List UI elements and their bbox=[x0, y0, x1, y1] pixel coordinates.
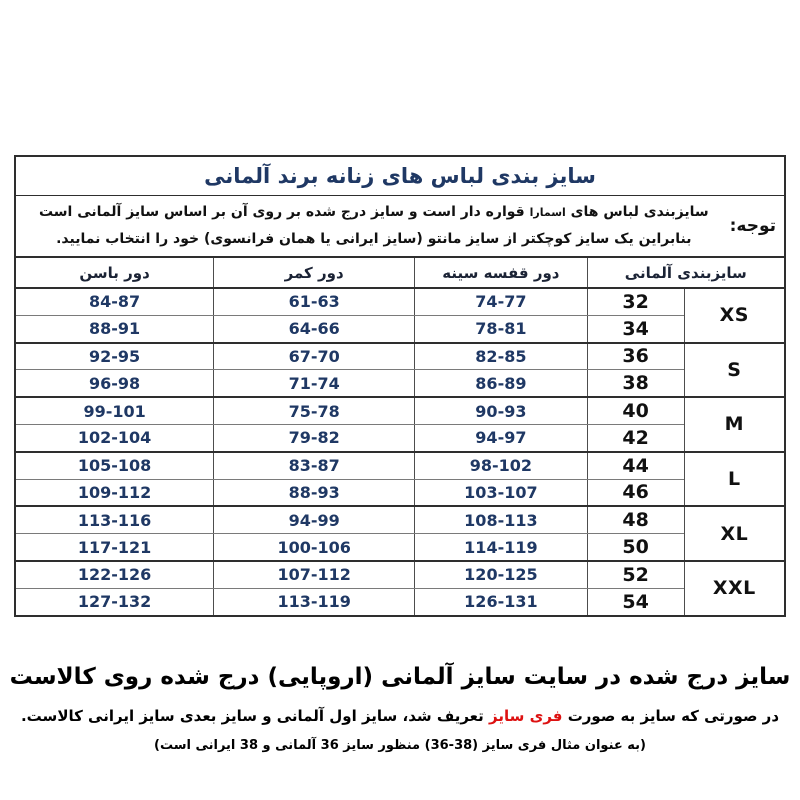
footer-free-size-line bbox=[0, 707, 800, 725]
german-size-number: 40 bbox=[587, 397, 684, 424]
note-line-1 bbox=[22, 199, 726, 226]
chest-range: 90-93 bbox=[415, 397, 587, 424]
table-title: سایز بندی لباس های زنانه برند آلمانی bbox=[15, 156, 785, 195]
note-line-2: بنابراین یک سایز کوچکتر از سایز مانتو (سایز ایرانی یا همان فرانسوی) خود را انتخاب نمایید. bbox=[56, 230, 692, 247]
note-line1-text-b: قواره دار است و سایز درج شده بر روی آن بر اساس سایز آلمانی است bbox=[38, 204, 530, 221]
german-size-number: 50 bbox=[587, 534, 684, 561]
table-title-row bbox=[15, 156, 785, 195]
german-size-number: 32 bbox=[587, 288, 684, 315]
chest-range: 86-89 bbox=[415, 370, 587, 397]
waist-range: 100-106 bbox=[214, 534, 415, 561]
size-letter: L bbox=[684, 452, 785, 507]
brand-name: اسمارا bbox=[529, 206, 566, 220]
waist-range: 113-119 bbox=[214, 588, 415, 615]
hip-range: 88-91 bbox=[15, 315, 214, 342]
german-size-number: 46 bbox=[587, 479, 684, 506]
size-letter: XS bbox=[684, 288, 785, 343]
chest-range: 114-119 bbox=[415, 534, 587, 561]
size-row bbox=[15, 588, 785, 615]
col-header-hip: دور باسن bbox=[15, 257, 214, 288]
hip-range: 122-126 bbox=[15, 561, 214, 588]
footer-line2-text-b: تعریف شد، سایز اول آلمانی و سایز بعدی سایز ایرانی کالاست. bbox=[20, 707, 490, 725]
waist-range: 79-82 bbox=[214, 424, 415, 451]
col-header-german-size: سایزبندی آلمانی bbox=[587, 257, 785, 288]
chest-range: 98-102 bbox=[415, 452, 587, 479]
note-label: توجه: bbox=[729, 215, 776, 236]
note-row bbox=[15, 195, 785, 257]
column-header-row bbox=[15, 257, 785, 288]
chest-range: 120-125 bbox=[415, 561, 587, 588]
waist-range: 64-66 bbox=[214, 315, 415, 342]
size-row bbox=[15, 315, 785, 342]
hip-range: 92-95 bbox=[15, 343, 214, 370]
german-size-number: 38 bbox=[587, 370, 684, 397]
waist-range: 61-63 bbox=[214, 288, 415, 315]
size-row bbox=[15, 397, 785, 424]
chest-range: 74-77 bbox=[415, 288, 587, 315]
hip-range: 99-101 bbox=[15, 397, 214, 424]
note bbox=[22, 199, 778, 252]
chest-range: 108-113 bbox=[415, 506, 587, 533]
german-size-number: 36 bbox=[587, 343, 684, 370]
size-row bbox=[15, 370, 785, 397]
hip-range: 117-121 bbox=[15, 534, 214, 561]
waist-range: 71-74 bbox=[214, 370, 415, 397]
chest-range: 103-107 bbox=[415, 479, 587, 506]
note-text bbox=[22, 199, 726, 252]
hip-range: 109-112 bbox=[15, 479, 214, 506]
size-row bbox=[15, 343, 785, 370]
hip-range: 105-108 bbox=[15, 452, 214, 479]
col-header-waist: دور کمر bbox=[214, 257, 415, 288]
hip-range: 113-116 bbox=[15, 506, 214, 533]
size-row bbox=[15, 534, 785, 561]
size-table-body bbox=[15, 288, 785, 616]
german-size-number: 48 bbox=[587, 506, 684, 533]
footer-main-line: سایز درج شده در سایت سایز آلمانی (اروپایی) درج شده روی کالاست bbox=[9, 664, 791, 690]
footer-line2-text-a: در صورتی که سایز به صورت bbox=[562, 707, 780, 725]
size-row bbox=[15, 479, 785, 506]
size-row bbox=[15, 561, 785, 588]
german-size-number: 44 bbox=[587, 452, 684, 479]
size-letter: XL bbox=[684, 506, 785, 561]
hip-range: 96-98 bbox=[15, 370, 214, 397]
note-line1-text-a: سایزبندی لباس های bbox=[565, 204, 709, 221]
col-header-chest: دور قفسه سینه bbox=[415, 257, 587, 288]
german-size-number: 42 bbox=[587, 424, 684, 451]
chest-range: 126-131 bbox=[415, 588, 587, 615]
german-size-number: 34 bbox=[587, 315, 684, 342]
waist-range: 75-78 bbox=[214, 397, 415, 424]
hip-range: 84-87 bbox=[15, 288, 214, 315]
footer bbox=[0, 664, 800, 753]
size-row bbox=[15, 452, 785, 479]
size-letter: M bbox=[684, 397, 785, 452]
waist-range: 94-99 bbox=[214, 506, 415, 533]
hip-range: 127-132 bbox=[15, 588, 214, 615]
size-row bbox=[15, 288, 785, 315]
footer-example-line: (به عنوان مثال فری سایز (38-36) منظور سایز 36 آلمانی و 38 ایرانی است) bbox=[154, 738, 646, 753]
chest-range: 78-81 bbox=[415, 315, 587, 342]
size-row bbox=[15, 506, 785, 533]
chest-range: 82-85 bbox=[415, 343, 587, 370]
size-chart-table bbox=[14, 155, 786, 617]
free-size-highlight: فری سایز bbox=[489, 707, 563, 725]
size-letter: XXL bbox=[684, 561, 785, 616]
german-size-number: 54 bbox=[587, 588, 684, 615]
waist-range: 107-112 bbox=[214, 561, 415, 588]
waist-range: 88-93 bbox=[214, 479, 415, 506]
german-size-number: 52 bbox=[587, 561, 684, 588]
chest-range: 94-97 bbox=[415, 424, 587, 451]
size-letter: S bbox=[684, 343, 785, 398]
waist-range: 83-87 bbox=[214, 452, 415, 479]
hip-range: 102-104 bbox=[15, 424, 214, 451]
size-row bbox=[15, 424, 785, 451]
waist-range: 67-70 bbox=[214, 343, 415, 370]
